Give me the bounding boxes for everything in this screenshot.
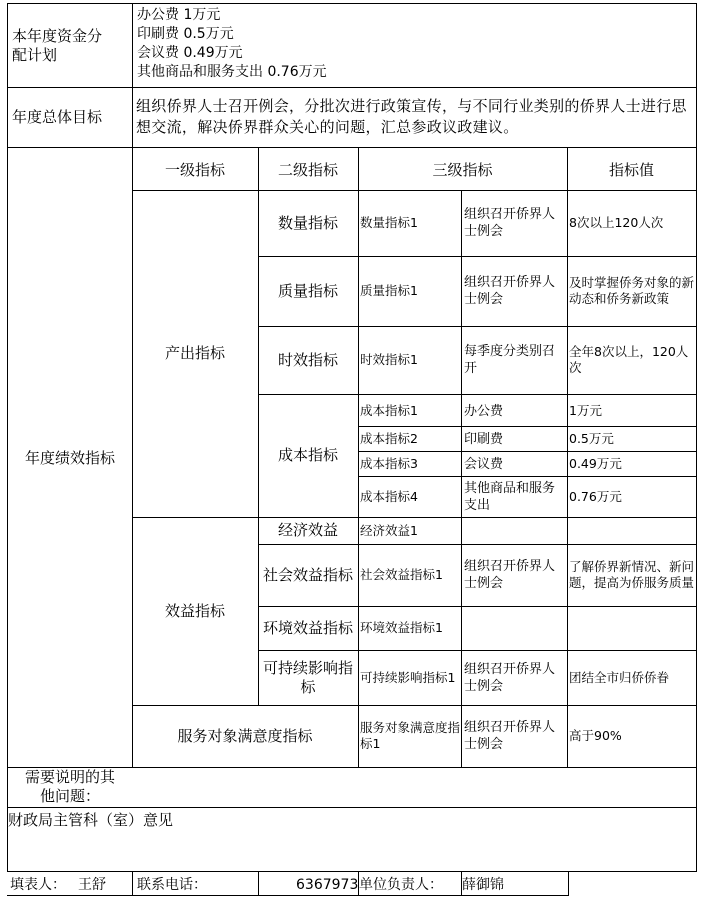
economic-benefit-value [569,517,695,544]
header-level3: 三级指标 [432,160,493,179]
output-indicator-label: 产出指标 [164,344,225,362]
cost-row-1-desc: 办公费 [464,403,504,419]
timeliness-indicator-name: 时效指标1 [360,352,418,367]
sustainable-impact-desc: 组织召开侨界人士例会 [464,661,556,694]
satisfaction-indicator-label: 服务对象满意度指标 [177,726,313,745]
satisfaction-indicator-value: 高于90% [569,728,622,743]
cost-row-2-value: 0.5万元 [569,431,614,446]
sustainable-impact-name: 可持续影响指标1 [360,669,456,685]
phone-number: 6367973 [296,877,359,893]
other-issues-label: 需要说明的其 他问题： [24,768,115,805]
header-level2: 二级指标 [277,160,338,179]
cost-row-3-name: 成本指标3 [360,456,418,471]
annual-goal-text: 组织侨界人士召开例会，分批次进行政策宣传，与不同行业类别的侨界人士进行思想交流，解决侨界群众关心的问题，汇总参政议政建议。 [136,97,687,136]
funding-line-printing: 印刷费 0.5万元 [137,26,234,42]
quality-indicator-label: 质量指标 [277,281,338,300]
cost-row-1-value: 1万元 [569,403,602,418]
header-level1: 一级指标 [164,160,225,179]
timeliness-indicator-label: 时效指标 [277,350,338,369]
quantity-indicator-value: 8次以上120人次 [569,215,664,230]
cost-row-3-desc: 会议费 [464,456,504,472]
funding-plan-lines [137,6,697,86]
sustainable-impact-value: 团结全市归侨侨眷 [569,669,670,685]
quantity-indicator-desc: 组织召开侨界人士例会 [464,207,556,239]
leader-name: 薛御锦 [462,877,504,893]
quality-indicator-desc: 组织召开侨界人士例会 [464,275,556,307]
finance-opinion-label: 财政局主管科（室）意见 [8,811,174,829]
cost-row-4-value: 0.76万元 [569,489,622,504]
annual-goal-label: 年度总体目标 [12,107,103,126]
satisfaction-indicator-name: 服务对象满意度指标1 [360,720,460,751]
quality-indicator-value: 及时掌握侨务对象的新动态和侨务新政策 [569,275,695,306]
cost-row-1-name: 成本指标1 [360,403,418,418]
cost-row-4-desc: 其他商品和服务支出 [464,481,556,513]
social-benefit-label: 社会效益指标 [262,565,353,584]
quality-indicator-name: 质量指标1 [360,283,418,298]
quantity-indicator-name: 数量指标1 [360,215,418,230]
funding-line-office: 办公费 1万元 [137,7,221,23]
environment-benefit-value [569,606,695,650]
environment-benefit-desc [464,606,566,650]
phone-label: 联系电话： [137,877,207,893]
cost-row-4-name: 成本指标4 [360,489,418,504]
satisfaction-indicator-desc: 组织召开侨界人士例会 [464,720,556,752]
social-benefit-name: 社会效益指标1 [360,567,443,582]
cost-row-2-desc: 印刷费 [464,431,504,447]
social-benefit-value: 了解侨界新情况、新问题，提高为侨服务质量 [569,559,695,590]
annual-performance-label: 年度绩效指标 [24,449,115,467]
benefit-indicator-label: 效益指标 [164,601,225,620]
filler-label: 填表人： [10,877,66,893]
economic-benefit-name: 经济效益1 [360,522,418,538]
cost-row-2-name: 成本指标2 [360,431,418,446]
filler-name: 王舒 [78,877,106,893]
economic-benefit-label: 经济效益 [277,521,338,539]
funding-plan-label: 本年度资金分 配计划 [12,27,103,64]
leader-label: 单位负责人： [359,877,443,893]
timeliness-indicator-value: 全年8次以上，120人次 [569,344,689,375]
sustainable-impact-label: 可持续影响指标 [262,658,353,696]
cost-indicator-label: 成本指标 [277,446,338,464]
cost-row-3-value: 0.49万元 [569,456,622,471]
social-benefit-desc: 组织召开侨界人士例会 [464,559,556,591]
economic-benefit-desc [464,517,566,544]
environment-benefit-name: 环境效益指标1 [360,620,443,635]
funding-line-other: 其他商品和服务支出 0.76万元 [137,64,327,80]
funding-line-meeting: 会议费 0.49万元 [137,45,243,61]
quantity-indicator-label: 数量指标 [277,213,338,232]
timeliness-indicator-desc: 每季度分类别召开 [464,344,556,376]
header-value: 指标值 [608,160,654,179]
environment-benefit-label: 环境效益指标 [262,618,353,637]
